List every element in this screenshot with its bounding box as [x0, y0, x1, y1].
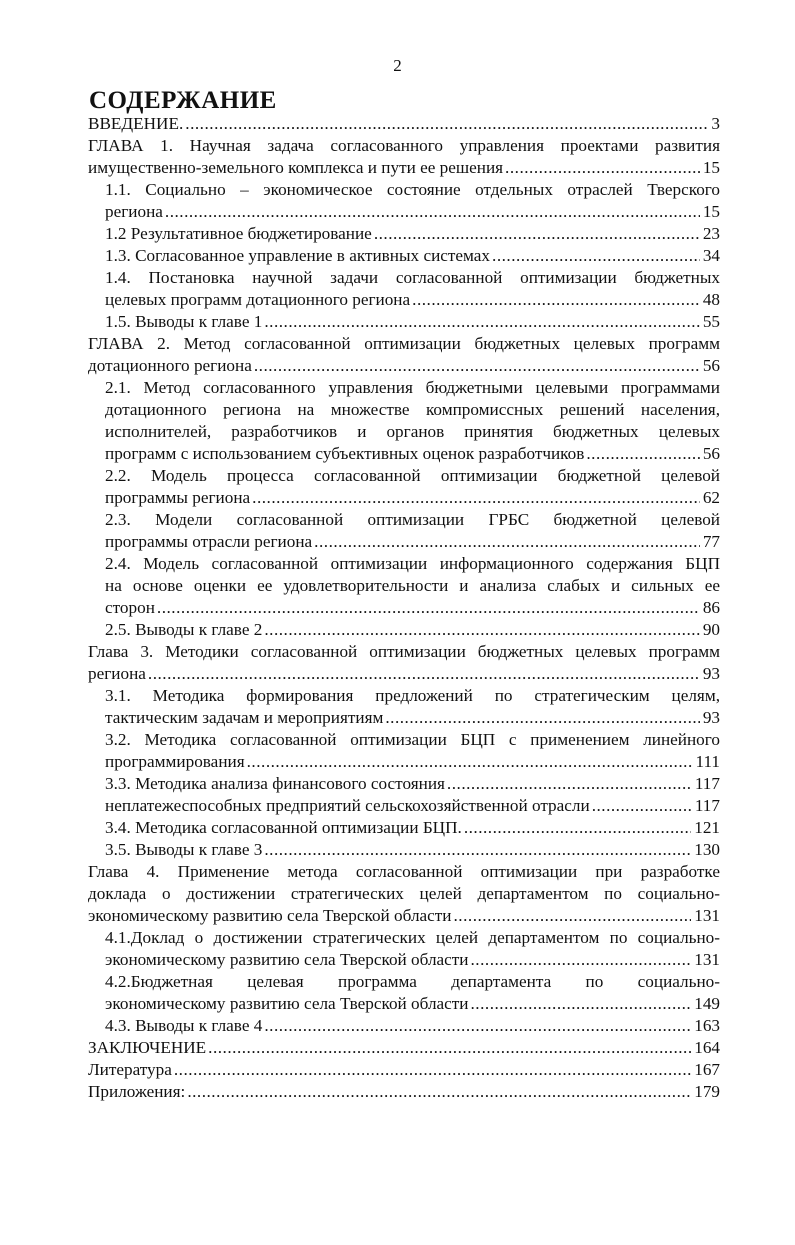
toc-entry-2-2-cont[interactable]: программы региона ..... 62	[105, 487, 720, 509]
toc-entry-chapter-2[interactable]: ГЛАВА 2. Метод согласованной оптимизации бюджетных целевых программ	[88, 334, 720, 353]
toc-leader	[157, 597, 700, 619]
toc-entry-2-4-cont-b[interactable]: сторон ..... 86	[105, 597, 720, 619]
toc-entry-3-3-cont[interactable]: неплатежеспособных предприятий сельскохозяйственной отрасли ..... 117	[105, 795, 720, 817]
toc-leader	[247, 751, 693, 773]
toc-entry-3-4[interactable]: 3.4. Методика согласованной оптимизации БЦП. ..... 121	[105, 817, 720, 839]
toc-entry-3-2-cont[interactable]: программирования ..... 111	[105, 751, 720, 773]
toc-leader	[592, 795, 692, 817]
toc-entry-literature[interactable]: Литература ..... 167	[88, 1059, 720, 1081]
toc-entry-chapter-4[interactable]: Глава 4. Применение метода согласованной оптимизации при разработке	[88, 862, 720, 881]
toc-entry-4-1-cont[interactable]: экономическому развитию села Тверской области ..... 131	[105, 949, 720, 971]
toc-entry-2-3[interactable]: 2.3. Модели согласованной оптимизации ГРБС бюджетной целевой	[105, 510, 720, 529]
toc-entry-2-1-cont-b[interactable]: исполнителей, разработчиков и органов принятия бюджетных целевых	[105, 422, 720, 441]
toc-leader	[464, 817, 691, 839]
toc-entry-3-1[interactable]: 3.1. Методика формирования предложений по стратегическим целям,	[105, 686, 720, 705]
toc-entry-3-1-cont[interactable]: тактическим задачам и мероприятиям ..... 93	[105, 707, 720, 729]
toc-leader	[185, 113, 708, 135]
toc-entry-1-4[interactable]: 1.4. Постановка научной задачи согласованной оптимизации бюджетных	[105, 268, 720, 287]
toc-entry-chapter-1-cont[interactable]: имущественно-земельного комплекса и пути ее решения ..... 15	[88, 157, 720, 179]
toc-leader	[252, 487, 700, 509]
toc-leader	[314, 531, 700, 553]
toc-entry-3-3[interactable]: 3.3. Методика анализа финансового состояния ..... 117	[105, 773, 720, 795]
toc-entry-chapter-4-cont-b[interactable]: экономическому развитию села Тверской области ..... 131	[88, 905, 720, 927]
toc-entry-2-5[interactable]: 2.5. Выводы к главе 2 ..... 90	[105, 619, 720, 641]
toc-entry-introduction[interactable]: ВВЕДЕНИЕ. ..... 3	[88, 113, 720, 135]
toc-leader	[505, 157, 700, 179]
toc-entry-1-3[interactable]: 1.3. Согласованное управление в активных системах ..... 34	[105, 245, 720, 267]
toc-leader	[165, 201, 700, 223]
toc-entry-chapter-3[interactable]: Глава 3. Методики согласованной оптимизации бюджетных целевых программ	[88, 642, 720, 661]
toc-entry-chapter-1[interactable]: ГЛАВА 1. Научная задача согласованного управления проектами развития	[88, 136, 720, 155]
toc-entry-chapter-4-cont-a[interactable]: доклада о достижении стратегических целей департаментом по социально-	[88, 884, 720, 903]
toc-leader	[264, 839, 691, 861]
toc-entry-1-1[interactable]: 1.1. Социально – экономическое состояние отдельных отраслей Тверского	[105, 180, 720, 199]
toc-entry-1-1-cont[interactable]: региона ..... 15	[105, 201, 720, 223]
toc-leader	[264, 311, 699, 333]
page-number: 2	[393, 56, 402, 75]
toc-entry-4-2[interactable]: 4.2.Бюджетная целевая программа департамента по социально-	[105, 972, 720, 991]
toc-leader	[254, 355, 700, 377]
toc-entry-2-3-cont[interactable]: программы отрасли региона ..... 77	[105, 531, 720, 553]
toc-entry-4-1[interactable]: 4.1.Доклад о достижении стратегических целей департаментом по социально-	[105, 928, 720, 947]
toc-entry-2-1[interactable]: 2.1. Метод согласованного управления бюджетными целевыми программами	[105, 378, 720, 397]
toc-entry-conclusion[interactable]: ЗАКЛЮЧЕНИЕ ..... 164	[88, 1037, 720, 1059]
toc-leader	[264, 1015, 691, 1037]
toc-leader	[148, 663, 700, 685]
toc-leader	[412, 289, 700, 311]
toc-leader	[492, 245, 700, 267]
toc-leader	[374, 223, 700, 245]
toc-leader	[586, 443, 699, 465]
toc-leader	[385, 707, 699, 729]
toc-entry-2-4-cont-a[interactable]: на основе оценки ее удовлетворительности и анализа слабых и сильных ее	[105, 576, 720, 595]
toc-entry-1-5[interactable]: 1.5. Выводы к главе 1 ..... 55	[105, 311, 720, 333]
toc-entry-2-2[interactable]: 2.2. Модель процесса согласованной оптимизации бюджетной целевой	[105, 466, 720, 485]
toc-leader	[187, 1081, 691, 1103]
toc-entry-4-2-cont[interactable]: экономическому развитию села Тверской области ..... 149	[105, 993, 720, 1015]
toc-entry-appendices[interactable]: Приложения: ..... 179	[88, 1081, 720, 1103]
toc-entry-2-4[interactable]: 2.4. Модель согласованной оптимизации информационного содержания БЦП	[105, 554, 720, 573]
toc-entry-1-4-cont[interactable]: целевых программ дотационного региона ..... 48	[105, 289, 720, 311]
toc-leader	[174, 1059, 691, 1081]
toc-leader	[264, 619, 699, 641]
toc-leader	[471, 949, 692, 971]
toc-entry-chapter-2-cont[interactable]: дотационного региона ..... 56	[88, 355, 720, 377]
toc-entry-2-1-cont-a[interactable]: дотационного региона на множестве компромиссных решений населения,	[105, 400, 720, 419]
toc-entry-3-5[interactable]: 3.5. Выводы к главе 3 ..... 130	[105, 839, 720, 861]
toc-leader	[471, 993, 692, 1015]
toc-leader	[454, 905, 692, 927]
page-title: СОДЕРЖАНИЕ	[89, 87, 277, 114]
toc-entry-1-2[interactable]: 1.2 Результативное бюджетирование ..... 23	[105, 223, 720, 245]
toc-entry-2-1-cont-c[interactable]: программ с использованием субъективных оценок разработчиков ..... 56	[105, 443, 720, 465]
toc-entry-4-3[interactable]: 4.3. Выводы к главе 4 ..... 163	[105, 1015, 720, 1037]
toc-leader	[447, 773, 692, 795]
toc-entry-3-2[interactable]: 3.2. Методика согласованной оптимизации БЦП с применением линейного	[105, 730, 720, 749]
toc-entry-chapter-3-cont[interactable]: региона ..... 93	[88, 663, 720, 685]
toc-leader	[208, 1037, 691, 1059]
